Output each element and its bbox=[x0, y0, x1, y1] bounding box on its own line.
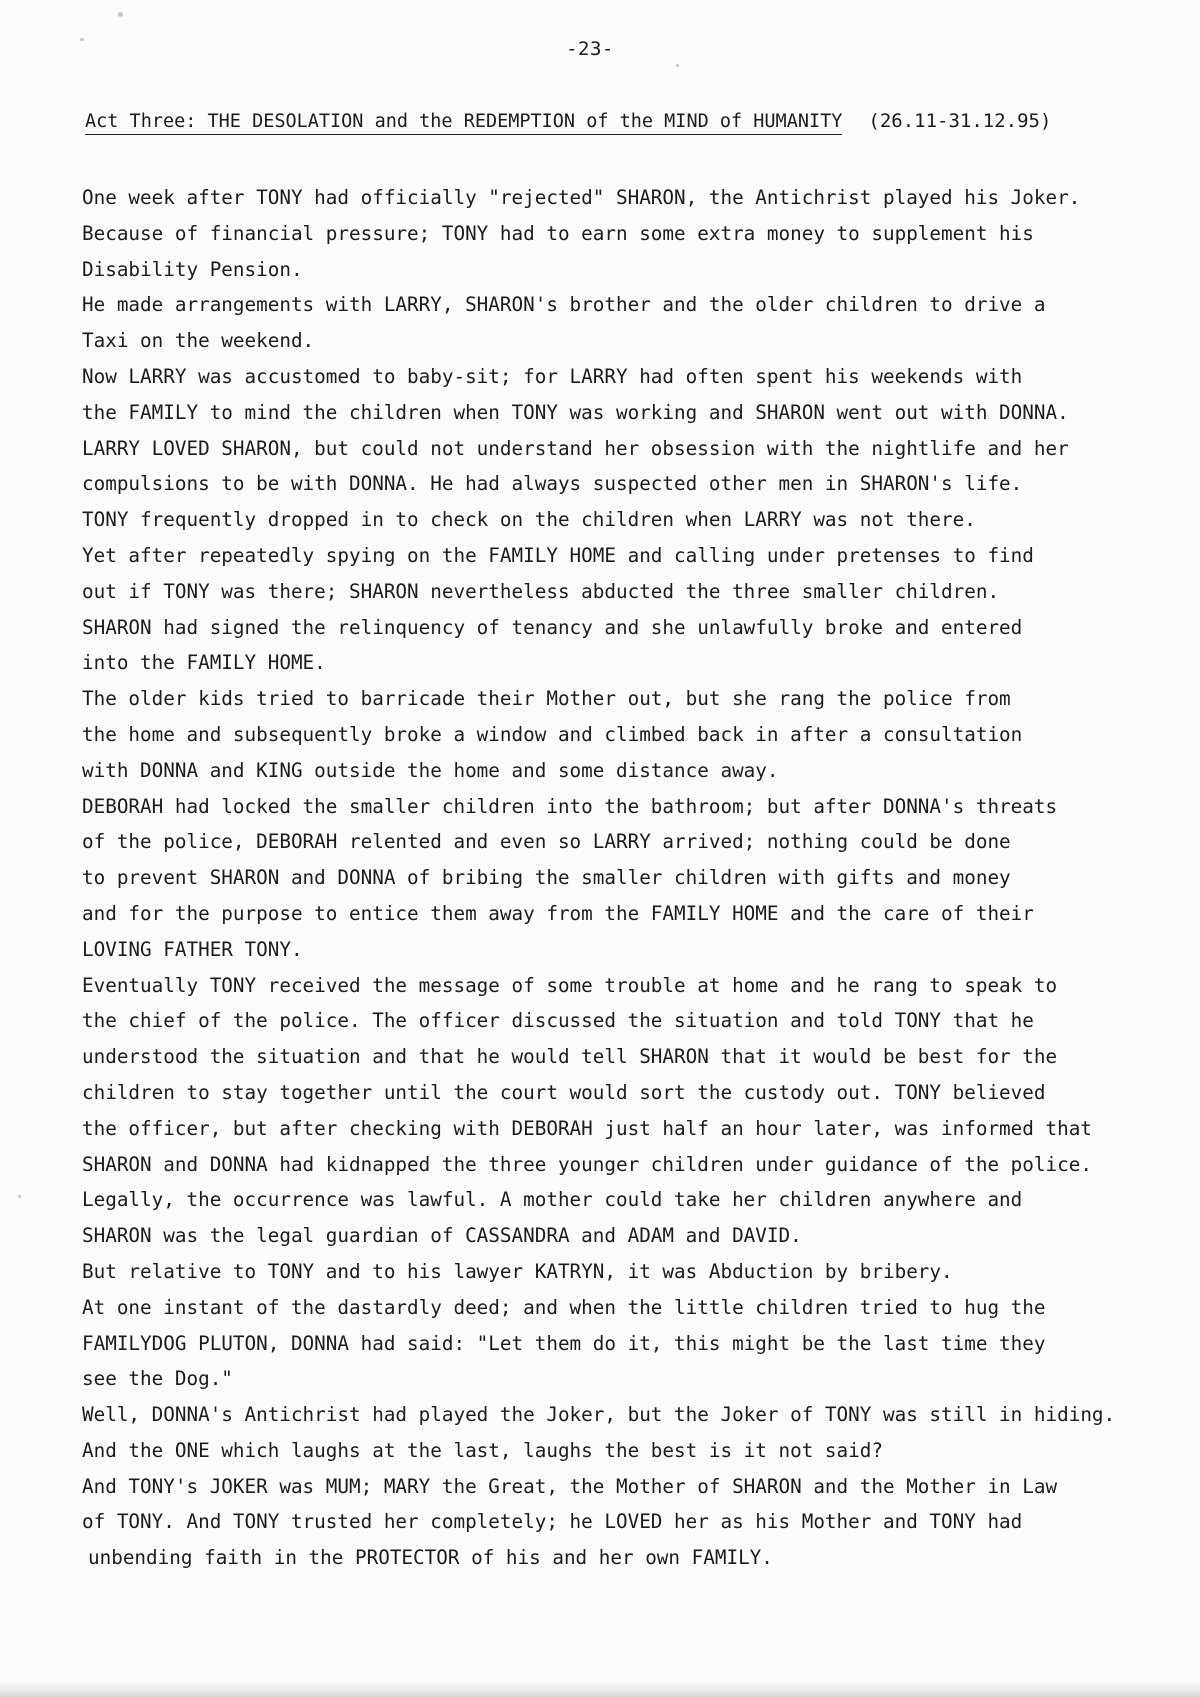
text-line: the officer, but after checking with DEBORAH just half an hour later, was informed that bbox=[82, 1116, 1092, 1140]
page-edge-shadow bbox=[0, 1681, 1200, 1697]
text-line: And TONY's JOKER was MUM; MARY the Great, the Mother of SHARON and the Mother in Law bbox=[82, 1474, 1058, 1498]
text-line: The older kids tried to barricade their Mother out, but she rang the police from bbox=[82, 687, 1011, 711]
text-line: children to stay together until the court would sort the custody out. TONY believed bbox=[82, 1080, 1046, 1104]
text-line: of TONY. And TONY trusted her completely; he LOVED her as his Mother and TONY had bbox=[82, 1510, 1023, 1534]
act-heading bbox=[85, 110, 1165, 135]
text-line: to prevent SHARON and DONNA of bribing the smaller children with gifts and money bbox=[82, 866, 1011, 890]
text-line: Disability Pension. bbox=[82, 257, 303, 281]
text-line: into the FAMILY HOME. bbox=[82, 651, 326, 675]
text-line: Eventually TONY received the message of some trouble at home and he rang to speak to bbox=[82, 973, 1058, 997]
text-line: At one instant of the dastardly deed; and when the little children tried to hug the bbox=[82, 1295, 1046, 1319]
text-line: Now LARRY was accustomed to baby-sit; for LARRY had often spent his weekends with bbox=[82, 364, 1023, 388]
text-line: SHARON had signed the relinquency of tenancy and she unlawfully broke and entered bbox=[82, 615, 1023, 639]
page-number: -23- bbox=[566, 38, 614, 60]
text-line: He made arrangements with LARRY, SHARON's brother and the older children to drive a bbox=[82, 293, 1046, 317]
text-line: unbending faith in the PROTECTOR of his and her own FAMILY. bbox=[88, 1546, 773, 1570]
text-line: TONY frequently dropped in to check on the children when LARRY was not there. bbox=[82, 508, 976, 532]
text-line: Because of financial pressure; TONY had to earn some extra money to supplement his bbox=[82, 221, 1034, 245]
body-text bbox=[82, 180, 1172, 1576]
text-line: Taxi on the weekend. bbox=[82, 329, 315, 353]
text-line: LARRY LOVED SHARON, but could not understand her obsession with the nightlife and her bbox=[82, 436, 1069, 460]
scan-speck bbox=[676, 64, 679, 67]
text-line: And the ONE which laughs at the last, laughs the best is it not said? bbox=[82, 1438, 883, 1462]
text-line: of the police, DEBORAH relented and even so LARRY arrived; nothing could be done bbox=[82, 830, 1011, 854]
text-line: understood the situation and that he would tell SHARON that it would be best for the bbox=[82, 1045, 1058, 1069]
text-line: see the Dog." bbox=[82, 1367, 233, 1391]
act-title: Act Three: THE DESOLATION and the REDEMPTION of the MIND of HUMANITY bbox=[85, 111, 842, 135]
text-line: Legally, the occurrence was lawful. A mother could take her children anywhere and bbox=[82, 1188, 1023, 1212]
text-line: the chief of the police. The officer discussed the situation and told TONY that he bbox=[82, 1009, 1034, 1033]
text-line: compulsions to be with DONNA. He had always suspected other men in SHARON's life. bbox=[82, 472, 1023, 496]
text-line: and for the purpose to entice them away from the FAMILY HOME and the care of their bbox=[82, 901, 1034, 925]
text-line: DEBORAH had locked the smaller children into the bathroom; but after DONNA's threats bbox=[82, 794, 1058, 818]
text-line: SHARON was the legal guardian of CASSANDRA and ADAM and DAVID. bbox=[82, 1224, 802, 1248]
text-line: with DONNA and KING outside the home and some distance away. bbox=[82, 758, 779, 782]
scan-speck bbox=[18, 1195, 21, 1198]
text-line: out if TONY was there; SHARON nevertheless abducted the three smaller children. bbox=[82, 579, 1000, 603]
act-dates: (26.11-31.12.95) bbox=[868, 110, 1052, 132]
text-line: FAMILYDOG PLUTON, DONNA had said: "Let them do it, this might be the last time they bbox=[82, 1331, 1046, 1355]
text-line: But relative to TONY and to his lawyer KATRYN, it was Abduction by bribery. bbox=[82, 1259, 953, 1283]
text-line: Yet after repeatedly spying on the FAMILY HOME and calling under pretenses to find bbox=[82, 543, 1034, 567]
text-line: the home and subsequently broke a window and climbed back in after a consultation bbox=[82, 722, 1023, 746]
scan-speck bbox=[118, 12, 123, 17]
text-line: the FAMILY to mind the children when TONY was working and SHARON went out with DONNA. bbox=[82, 400, 1069, 424]
text-line: Well, DONNA's Antichrist had played the Joker, but the Joker of TONY was still in hiding. bbox=[82, 1403, 1116, 1427]
text-line: SHARON and DONNA had kidnapped the three younger children under guidance of the police. bbox=[82, 1152, 1092, 1176]
text-line: One week after TONY had officially "rejected" SHARON, the Antichrist played his Joker. bbox=[82, 186, 1081, 209]
text-line: LOVING FATHER TONY. bbox=[82, 937, 303, 961]
